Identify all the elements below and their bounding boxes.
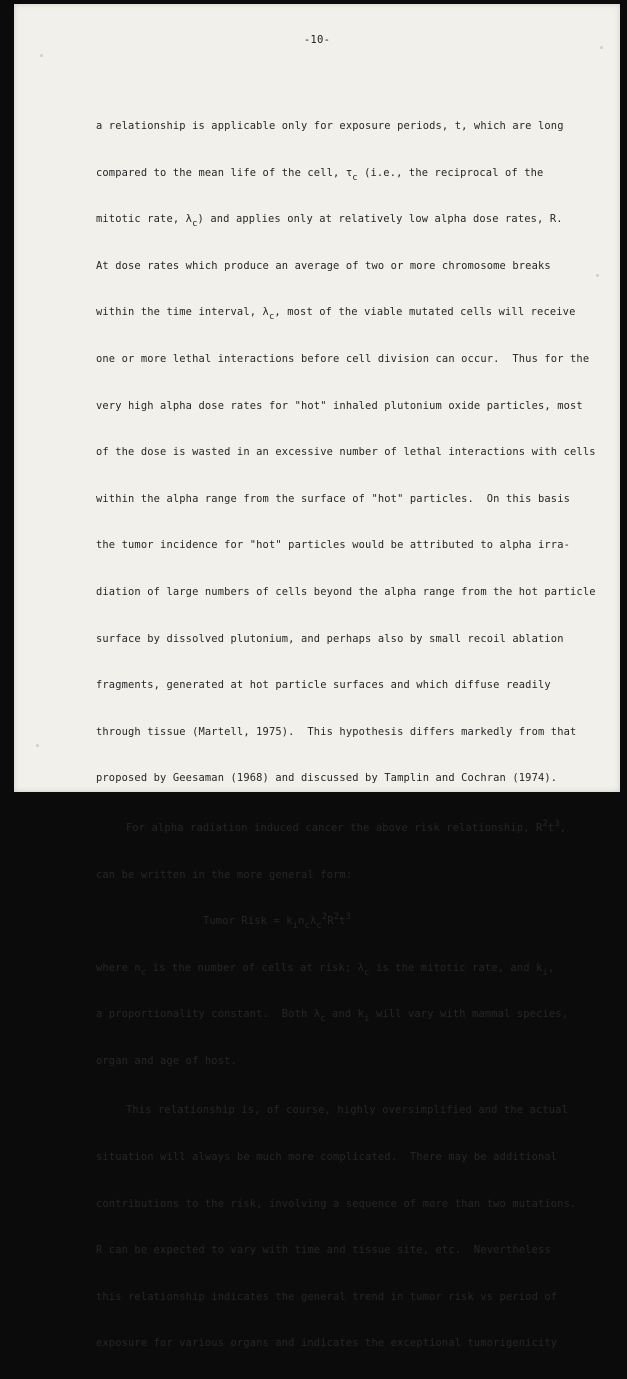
text-line-8: of the dose is wasted in an excessive number of lethal interactions with cells <box>96 446 596 459</box>
text-line-21: organ and age of host. <box>96 1054 237 1067</box>
page-number: -10- <box>303 34 331 46</box>
text-line-14: through tissue (Martell, 1975). This hypothesis differs markedly from that <box>96 725 577 738</box>
text-line-23: situation will always be much more complicated. There may be additional <box>96 1151 558 1164</box>
text-line-20: a proportionality constant. Both $\lambda_c$ and $k_i$ will vary with mammal species, <box>96 1008 569 1025</box>
text-line-26: this relationship indicates the general trend in tumor risk vs period of <box>96 1290 558 1303</box>
text-line-11: diation of large numbers of cells beyond the alpha range from the hot particle <box>96 585 596 598</box>
paper-speck <box>36 744 39 747</box>
text-line-17: can be written in the more general form: <box>96 868 353 881</box>
text-line-16: For alpha radiation induced cancer the above risk relationship, $R^2t^3$, <box>126 818 567 834</box>
text-line-5: within the time interval, $\lambda_c$, most of the viable mutated cells will receive <box>96 306 576 323</box>
paper-speck <box>40 54 43 57</box>
text-line-10: the tumor incidence for "hot" particles would be attributed to alpha irra- <box>96 539 571 552</box>
paper-speck <box>600 46 603 49</box>
text-line-22: This relationship is, of course, highly oversimplified and the actual <box>126 1104 568 1117</box>
text-line-13: fragments, generated at hot particle surfaces and which diffuse readily <box>96 679 551 692</box>
text-line-3: mitotic rate, $\lambda_c$) and applies only at relatively low alpha dose rates, R. <box>96 213 563 230</box>
text-line-1: a relationship is applicable only for exposure periods, t, which are long <box>96 120 564 132</box>
text-line-19: where $n_c$ is the number of cells at risk; $\lambda_c$ is the mitotic rate, and $k_i$, <box>96 961 555 978</box>
text-line-6: one or more lethal interactions before cell division can occur. Thus for the <box>96 352 590 365</box>
text-line-12: surface by dissolved plutonium, and perhaps also by small recoil ablation <box>96 632 564 645</box>
text-line-4: At dose rates which produce an average of two or more chromosome breaks <box>96 259 551 272</box>
risk-formula: Tumor Risk = $k_in_c\lambda_c^2R^2t^3$ <box>203 912 352 932</box>
text-line-2: compared to the mean life of the cell, $\tau_c$ (i.e., the reciprocal of the <box>96 166 544 183</box>
text-line-25: R can be expected to vary with time and tissue site, etc. Nevertheless <box>96 1244 551 1257</box>
body-text <box>96 91 596 1379</box>
text-line-15: proposed by Geesaman (1968) and discussed by Tamplin and Cochran (1974). <box>96 772 558 785</box>
document-page <box>14 4 620 1350</box>
text-line-27: exposure for various organs and indicates the exceptional tumorigenicity <box>96 1337 558 1350</box>
text-line-9: within the alpha range from the surface of "hot" particles. On this basis <box>96 492 571 505</box>
text-line-24: contributions to the risk, involving a sequence of more than two mutations. <box>96 1197 577 1210</box>
paper-speck <box>596 274 599 277</box>
text-line-7: very high alpha dose rates for "hot" inhaled plutonium oxide particles, most <box>96 399 583 412</box>
